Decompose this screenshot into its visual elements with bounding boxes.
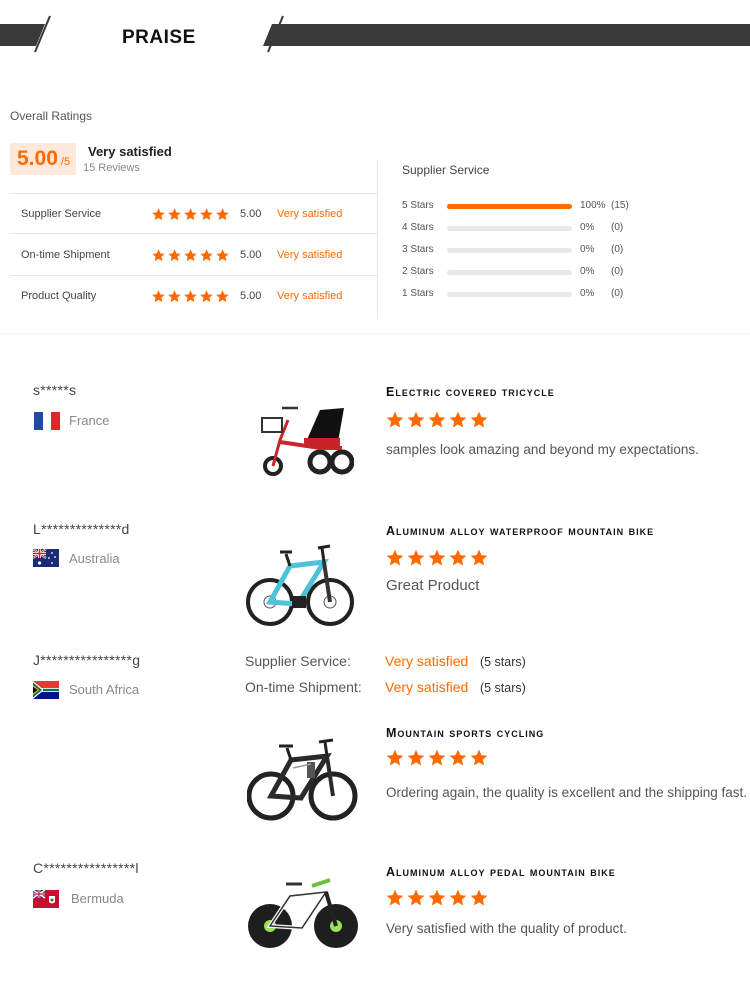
distribution-row-4-stars xyxy=(402,222,642,236)
distribution-count: (15) xyxy=(611,200,629,211)
distribution-bar xyxy=(447,248,572,253)
overall-score-badge xyxy=(10,143,76,175)
supplier-service-detail-label: Supplier Service: xyxy=(245,653,351,669)
france-flag-icon xyxy=(34,412,60,430)
product-title: Mountain sports cycling xyxy=(386,726,545,740)
review-text: Ordering again, the quality is excellent and the shipping fast. xyxy=(386,785,747,800)
rating-row-label: Product Quality xyxy=(21,290,97,302)
distribution-percent: 0% xyxy=(580,244,595,255)
distribution-bar xyxy=(447,292,572,297)
rating-breakdown xyxy=(10,193,377,318)
distribution-count: (0) xyxy=(611,288,624,299)
distribution-count: (0) xyxy=(611,244,624,255)
rating-row-stars xyxy=(151,207,231,227)
supplier-service-detail xyxy=(245,653,351,669)
reviewer-country: Australia xyxy=(69,551,120,566)
shipment-detail xyxy=(245,679,362,695)
distribution-bar xyxy=(447,204,572,209)
distribution-row-3-stars xyxy=(402,244,642,258)
overall-ratings-label: Overall Ratings xyxy=(10,109,93,123)
product-title: Aluminum alloy pedal mountain bike xyxy=(386,865,616,879)
review-stars xyxy=(385,548,490,573)
star-icon xyxy=(429,550,446,566)
rating-row-stars xyxy=(151,248,231,268)
reviewer-name: C****************l xyxy=(33,860,139,876)
banner-title: PRAISE xyxy=(122,27,196,48)
product-title: Electric covered tricycle xyxy=(386,385,555,399)
distribution-count: (0) xyxy=(611,266,624,277)
rating-row-stars xyxy=(151,289,231,309)
star-icon xyxy=(429,750,446,766)
star-icon xyxy=(387,412,404,428)
star-icon xyxy=(450,890,467,906)
reviewer-country: France xyxy=(69,413,110,428)
star-icon xyxy=(168,249,181,261)
rating-row-label: Supplier Service xyxy=(21,208,102,220)
star-icon xyxy=(200,290,213,302)
distribution-label: 2 Stars xyxy=(402,266,434,277)
distribution-row-2-stars xyxy=(402,266,642,280)
reviewer-name: J****************g xyxy=(33,652,141,668)
distribution-row-1-stars xyxy=(402,288,642,302)
distribution-percent: 0% xyxy=(580,266,595,277)
shipment-detail-value xyxy=(385,679,526,695)
rating-row-score: 5.00 xyxy=(240,249,262,261)
australia-flag-icon xyxy=(33,549,59,567)
product-title: Aluminum alloy waterproof mountain bike xyxy=(386,524,655,538)
star-icon xyxy=(168,208,181,220)
distribution-label: 4 Stars xyxy=(402,222,434,233)
shipment-detail-status: Very satisfied xyxy=(385,679,469,695)
shipment-detail-stars: (5 stars) xyxy=(479,681,526,695)
star-icon xyxy=(471,750,488,766)
distribution-row-5-stars xyxy=(402,200,642,214)
rating-row-status: Very satisfied xyxy=(277,208,343,220)
card-divider xyxy=(377,160,378,318)
mountain-bike-image xyxy=(246,876,362,952)
supplier-service-detail-value xyxy=(385,653,526,669)
distribution-percent: 0% xyxy=(580,222,595,233)
distribution-label: 5 Stars xyxy=(402,200,434,211)
star-icon xyxy=(152,290,165,302)
star-icon xyxy=(450,550,467,566)
star-icon xyxy=(216,208,229,220)
star-icon xyxy=(471,550,488,566)
overall-score: 5.00 xyxy=(17,147,58,170)
praise-banner xyxy=(0,0,750,75)
tricycle-image xyxy=(258,400,354,480)
distribution-label: 1 Stars xyxy=(402,288,434,299)
review-stars xyxy=(385,888,490,913)
star-icon xyxy=(429,890,446,906)
distribution-bar xyxy=(447,226,572,231)
star-icon xyxy=(184,249,197,261)
south-africa-flag-icon xyxy=(33,681,59,699)
star-icon xyxy=(387,550,404,566)
reviewer-country: Bermuda xyxy=(71,891,124,906)
score-denominator: /5 xyxy=(61,156,71,168)
rating-row-label: On-time Shipment xyxy=(21,249,110,261)
banner-bars xyxy=(0,0,750,75)
review-stars xyxy=(385,410,490,435)
star-icon xyxy=(408,412,425,428)
review-text: samples look amazing and beyond my expectations. xyxy=(386,442,699,457)
star-icon xyxy=(450,750,467,766)
rating-row-status: Very satisfied xyxy=(277,290,343,302)
section-divider xyxy=(0,333,750,334)
supplier-service-title: Supplier Service xyxy=(402,163,490,177)
reviewer-name: s*****s xyxy=(33,382,77,398)
distribution-bar xyxy=(447,270,572,275)
review-text: Very satisfied with the quality of product. xyxy=(386,921,627,936)
star-icon xyxy=(408,750,425,766)
star-icon xyxy=(168,290,181,302)
star-icon xyxy=(152,208,165,220)
shipment-detail-label: On-time Shipment: xyxy=(245,679,362,695)
star-icon xyxy=(184,208,197,220)
distribution-percent: 0% xyxy=(580,288,595,299)
star-icon xyxy=(200,208,213,220)
distribution-label: 3 Stars xyxy=(402,244,434,255)
supplier-service-detail-stars: (5 stars) xyxy=(479,655,526,669)
review-text: Great Product xyxy=(386,577,480,594)
reviewer-name: L**************d xyxy=(33,521,130,537)
star-icon xyxy=(408,550,425,566)
rating-row-status: Very satisfied xyxy=(277,249,343,261)
distribution-count: (0) xyxy=(611,222,624,233)
star-icon xyxy=(152,249,165,261)
overall-summary: Very satisfied xyxy=(88,144,172,159)
distribution-percent: 100% xyxy=(580,200,606,211)
review-stars xyxy=(385,748,490,773)
rating-row-score: 5.00 xyxy=(240,208,262,220)
star-icon xyxy=(184,290,197,302)
star-icon xyxy=(216,290,229,302)
reviews-count-link[interactable]: 15 Reviews xyxy=(83,162,140,174)
star-icon xyxy=(429,412,446,428)
star-icon xyxy=(450,412,467,428)
star-icon xyxy=(471,412,488,428)
rating-row-score: 5.00 xyxy=(240,290,262,302)
star-icon xyxy=(216,249,229,261)
star-icon xyxy=(387,750,404,766)
distribution-bar-fill xyxy=(447,204,572,209)
mountain-bike-image xyxy=(247,738,359,824)
star-icon xyxy=(387,890,404,906)
bermuda-flag-icon xyxy=(33,890,59,908)
star-icon xyxy=(471,890,488,906)
reviewer-country: South Africa xyxy=(69,682,140,697)
star-icon xyxy=(408,890,425,906)
mountain-bike-image xyxy=(246,540,356,632)
supplier-service-detail-status: Very satisfied xyxy=(385,653,469,669)
star-icon xyxy=(200,249,213,261)
